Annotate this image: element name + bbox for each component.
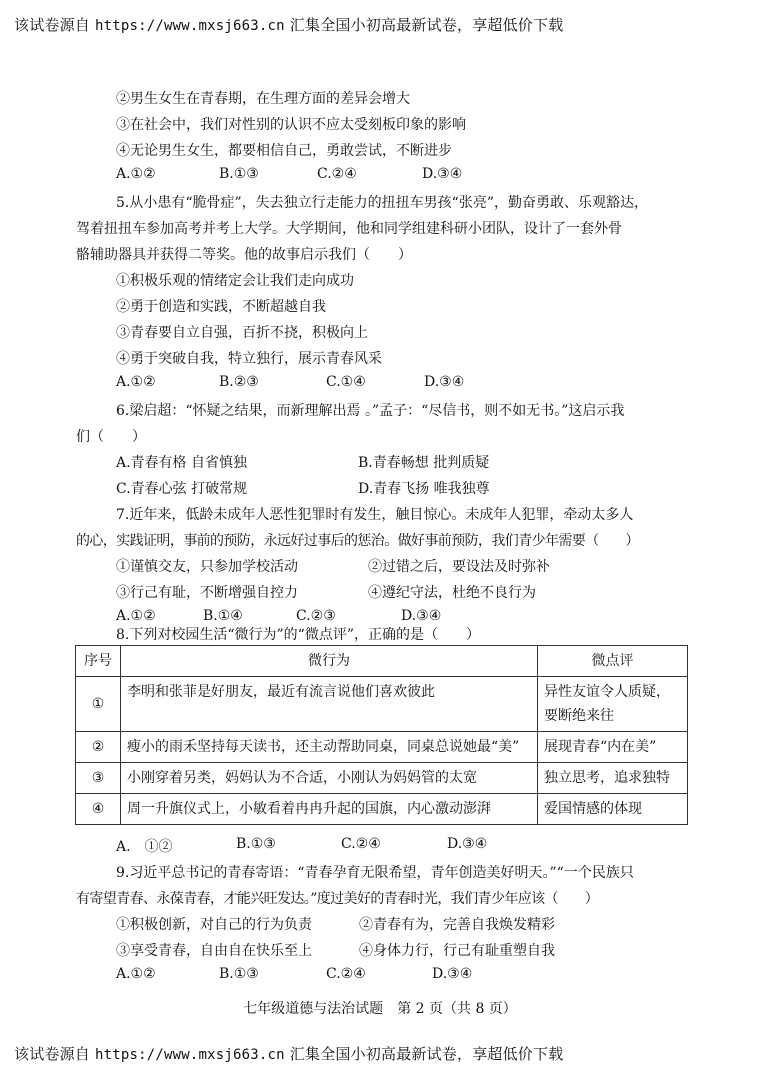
q4-option-b: B.①③ bbox=[219, 166, 259, 182]
q5-item-1: ①积极乐观的情绪定会让我们走向成功 bbox=[116, 273, 354, 289]
q9-option-d: D.③④ bbox=[432, 966, 473, 982]
q9-item-3: ③享受青春，自由自在快乐至上 bbox=[116, 943, 312, 959]
q9-option-c: C.②④ bbox=[326, 966, 366, 982]
q6-option-a: A.青春有格 自省慎独 bbox=[116, 455, 248, 471]
q5-option-c: C.①④ bbox=[326, 374, 366, 390]
q4-item-4: ④无论男生女生，都要相信自己，勇敢尝试，不断进步 bbox=[116, 143, 452, 159]
q5-option-b: B.②③ bbox=[219, 374, 259, 390]
q6-option-b: B.青春畅想 批判质疑 bbox=[358, 455, 490, 471]
table-row bbox=[76, 677, 688, 732]
q7-item-3: ③行己有耻，不断增强自控力 bbox=[116, 585, 298, 601]
banner-url[interactable]: https://www.mxsj663.cn bbox=[94, 18, 285, 34]
q5-option-d: D.③④ bbox=[424, 374, 465, 390]
q5-stem-line-3: 骼辅助器具并获得二等奖。他的故事启示我们（ ） bbox=[76, 247, 412, 263]
q4-option-a: A.①② bbox=[116, 166, 156, 182]
source-banner-bottom bbox=[14, 1043, 563, 1064]
row-number: ④ bbox=[76, 794, 121, 825]
banner-prefix: 该试卷源自 bbox=[14, 16, 91, 34]
table-header-row bbox=[76, 646, 688, 677]
row-number: ② bbox=[76, 732, 121, 763]
header-comment: 微点评 bbox=[538, 646, 688, 677]
q5-item-4: ④勇于突破自我，特立独行，展示青春风采 bbox=[116, 351, 382, 367]
q8-option-c: C.②④ bbox=[341, 836, 381, 852]
row-comment: 独立思考，追求独特 bbox=[538, 763, 688, 794]
q9-stem-line-1: 9.习近平总书记的青春寄语：“青春孕育无限希望，青年创造美好明天。”“一个民族只 bbox=[116, 865, 634, 881]
q4-option-c: C.②④ bbox=[317, 166, 357, 182]
row-action: 小刚穿着另类，妈妈认为不合适，小刚认为妈妈管的太宽 bbox=[121, 763, 538, 794]
q9-stem-line-2: 有寄望青春、永葆青春，才能兴旺发达。”度过美好的青春时光，我们青少年应该（ ） bbox=[76, 891, 599, 907]
q4-option-d: D.③④ bbox=[422, 166, 463, 182]
row-action: 瘦小的雨禾坚持每天读书，还主动帮助同桌，同桌总说她最“美” bbox=[121, 732, 538, 763]
q8-option-d: D.③④ bbox=[447, 836, 488, 852]
q9-option-a: A.①② bbox=[116, 966, 156, 982]
q5-item-2: ②勇于创造和实践，不断超越自我 bbox=[116, 299, 326, 315]
q5-stem-line-2: 驾着扭扭车参加高考并考上大学。大学期间，他和同学组建科研小团队，设计了一套外骨 bbox=[76, 221, 622, 237]
q8-table bbox=[75, 645, 688, 825]
q7-item-2: ②过错之后，要设法及时弥补 bbox=[368, 559, 550, 575]
q9-item-1: ①积极创新，对自己的行为负责 bbox=[116, 917, 312, 933]
q7-item-4: ④遵纪守法，杜绝不良行为 bbox=[368, 585, 536, 601]
row-comment: 异性友谊令人质疑，要断绝来往 bbox=[538, 677, 688, 732]
q9-item-2: ②青春有为，完善自我焕发精彩 bbox=[359, 917, 555, 933]
q8-stem: 8.下列对校园生活“微行为”的“微点评”，正确的是（ ） bbox=[116, 627, 480, 643]
table-row bbox=[76, 732, 688, 763]
q6-option-c: C.青春心弦 打破常规 bbox=[116, 481, 248, 497]
table-row bbox=[76, 794, 688, 825]
q5-item-3: ③青春要自立自强，百折不挠，积极向上 bbox=[116, 325, 368, 341]
q5-option-a: A.①② bbox=[116, 374, 156, 390]
row-action: 李明和张菲是好朋友，最近有流言说他们喜欢彼此 bbox=[121, 677, 538, 732]
banner-suffix: 汇集全国小初高最新试卷，享超低价下载 bbox=[289, 16, 564, 34]
q6-stem-line-2: 们（ ） bbox=[76, 429, 146, 445]
q6-option-d: D.青春飞扬 唯我独尊 bbox=[358, 481, 490, 497]
header-action: 微行为 bbox=[121, 646, 538, 677]
table-row bbox=[76, 763, 688, 794]
q5-stem-line-1: 5.从小患有“脆骨症”，失去独立行走能力的扭扭车男孩“张亮”，勤奋勇敢、乐观豁达， bbox=[116, 195, 648, 211]
banner-url[interactable]: https://www.mxsj663.cn bbox=[94, 1047, 285, 1063]
q7-option-b: B.①④ bbox=[203, 608, 243, 624]
banner-suffix: 汇集全国小初高最新试卷，享超低价下载 bbox=[289, 1045, 564, 1063]
q7-stem-line-1: 7.近年来，低龄未成年人恶性犯罪时有发生，触目惊心。未成年人犯罪，牵动太多人 bbox=[116, 507, 634, 523]
row-number: ③ bbox=[76, 763, 121, 794]
row-comment: 爱国情感的体现 bbox=[538, 794, 688, 825]
banner-prefix: 该试卷源自 bbox=[14, 1045, 91, 1063]
q8-option-b: B.①③ bbox=[236, 836, 276, 852]
source-banner-top bbox=[14, 14, 563, 35]
q7-option-c: C.②③ bbox=[296, 608, 336, 624]
q7-option-a: A.①② bbox=[116, 608, 156, 624]
q4-item-3: ③在社会中，我们对性别的认识不应太受刻板印象的影响 bbox=[116, 117, 466, 133]
q6-stem-line-1: 6.梁启超：“怀疑之结果，而新理解出焉 。”孟子：“尽信书，则不如无书。”这启示我 bbox=[116, 403, 625, 419]
row-number: ① bbox=[76, 677, 121, 732]
q4-item-2: ②男生女生在青春期，在生理方面的差异会增大 bbox=[116, 91, 410, 107]
row-action: 周一升旗仪式上，小敏看着冉冉升起的国旗，内心激动澎湃 bbox=[121, 794, 538, 825]
q7-item-1: ①谨慎交友，只参加学校活动 bbox=[116, 559, 298, 575]
q7-stem-line-2: 的心，实践证明，事前的预防，永远好过事后的惩治。做好事前预防，我们青少年需要（ ） bbox=[76, 533, 639, 549]
row-comment: 展现青春“内在美” bbox=[538, 732, 688, 763]
q7-option-d: D.③④ bbox=[401, 608, 442, 624]
q9-item-4: ④身体力行，行己有耻重塑自我 bbox=[359, 943, 555, 959]
page-footer: 七年级道德与法治试题 第 2 页（共 8 页） bbox=[243, 1001, 517, 1017]
q9-option-b: B.①③ bbox=[219, 966, 259, 982]
q8-option-a: A. ①② bbox=[116, 839, 173, 855]
header-number: 序号 bbox=[76, 646, 121, 677]
